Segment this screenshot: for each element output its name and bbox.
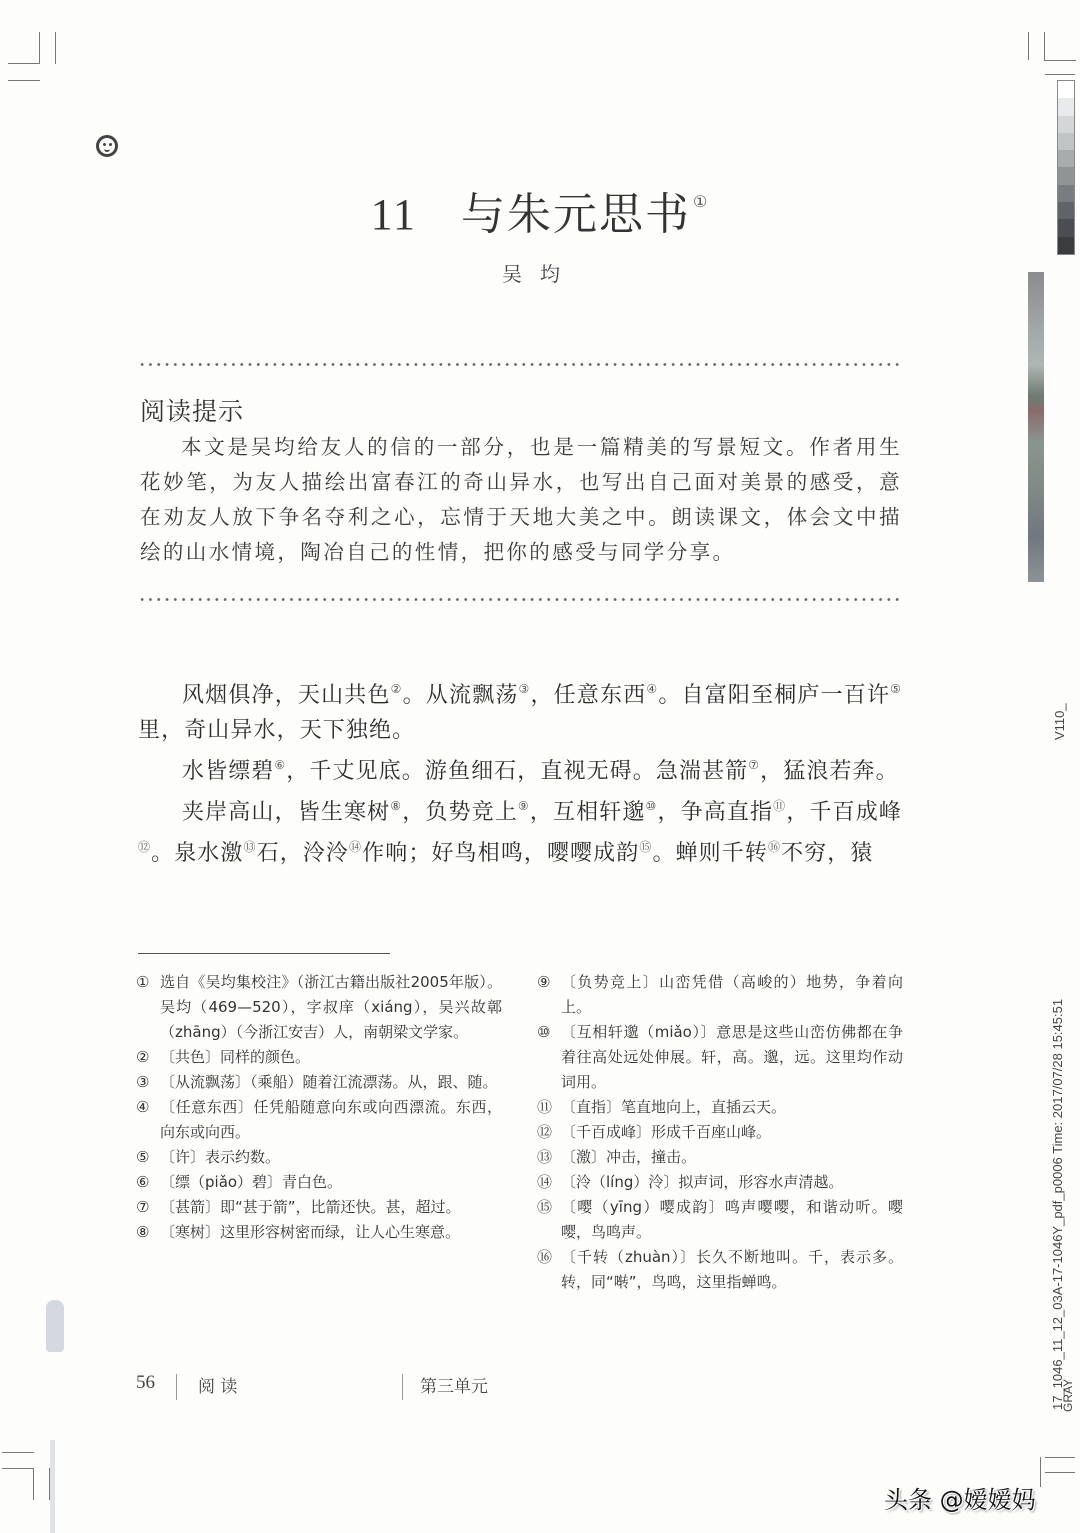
crop-mark — [1040, 1457, 1041, 1487]
footer-divider — [176, 1374, 177, 1400]
text-segment: 。泉水激 — [151, 841, 244, 866]
text-segment: ，猛浪若奔。 — [760, 759, 899, 784]
crop-mark — [1044, 60, 1076, 61]
footnote-text: 〔甚箭〕即“甚于箭”，比箭还快。甚，超过。 — [160, 1198, 461, 1216]
dotted-divider — [138, 363, 902, 366]
footnote-mark: ⑬ — [537, 1148, 553, 1166]
dotted-divider — [138, 598, 902, 601]
reading-hint-heading: 阅读提示 — [140, 397, 245, 426]
footnote-ref: ⑫ — [138, 840, 152, 854]
footnote-mark: ① — [136, 973, 150, 991]
footnote-ref: ⑤ — [890, 682, 903, 696]
crop-mark — [33, 1468, 34, 1500]
footnote-mark: ⑯ — [537, 1248, 553, 1266]
gray-step — [1058, 133, 1074, 150]
main-paragraph — [138, 748, 902, 789]
text-segment: 石，泠泠 — [256, 841, 350, 866]
text-segment: 作响；好鸟相鸣，嘤嘤成韵 — [362, 841, 640, 866]
footnote — [136, 1195, 502, 1220]
side-code: V110_ — [1052, 703, 1067, 740]
footnote-mark: ③ — [136, 1073, 150, 1091]
footnote — [136, 1170, 502, 1195]
text-segment: ，争高直指 — [657, 800, 774, 825]
page-number: 56 — [136, 1372, 155, 1393]
footnote-mark: ⑩ — [537, 1023, 551, 1041]
footnote-text: 〔任意东西〕任凭船随意向东或向西漂流。东西，向东或向西。 — [160, 1098, 502, 1141]
gray-step — [1058, 150, 1074, 167]
crop-mark — [1028, 32, 1029, 60]
footnote-text: 〔从流飘荡〕（乘船）随着江流漂荡。从，跟、随。 — [160, 1073, 498, 1091]
footnotes-left-column — [136, 970, 502, 1245]
footnote-text: 〔千转（zhuàn）〕长久不断地叫。千，表示多。转，同“啭”，鸟鸣，这里指蝉鸣。 — [561, 1248, 903, 1291]
footer-divider — [402, 1374, 403, 1400]
footnote — [136, 1145, 502, 1170]
footnote-text: 〔直指〕笔直地向上，直插云天。 — [561, 1098, 787, 1116]
reading-hint-paragraph: 本文是吴均给友人的信的一部分，也是一篇精美的写景短文。作者用生花妙笔，为友人描绘出富春江的奇山异水，也写出自己面对美景的感受，意在劝友人放下争名夺利之心，忘情于天地大美之中。朗读课文，体会文中描绘的山水情境，陶冶自己的性情，把你的感受与同学分享。 — [140, 435, 902, 564]
text-segment: 。从流飘荡 — [402, 683, 519, 708]
watermark: 头条 @嫒嫒妈 — [884, 1486, 1036, 1514]
lesson-title-text: 与朱元思书 — [461, 189, 692, 240]
footnote-ref: ⑬ — [243, 840, 257, 854]
crop-mark — [55, 32, 56, 64]
crop-mark — [1045, 1457, 1075, 1458]
text-segment: ，负势竞上 — [402, 800, 518, 825]
footnote-text: 〔寒树〕这里形容树密而绿，让人心生寒意。 — [160, 1223, 461, 1241]
crop-mark — [1045, 74, 1075, 75]
scan-smudge — [46, 1300, 64, 1352]
lesson-number: 11 — [370, 190, 418, 239]
footnote-text: 〔嘤（yīng）嘤成韵〕鸣声嘤嘤，和谐动听。嘤嘤，鸟鸣声。 — [561, 1198, 903, 1241]
scan-smudge — [50, 1440, 55, 1533]
author: 吴均 — [502, 262, 578, 286]
gray-step — [1058, 116, 1074, 133]
footnote-text: 〔负势竞上〕山峦凭借（高峻的）地势，争着向上。 — [561, 973, 903, 1016]
footnote-text: 〔许〕表示约数。 — [160, 1148, 281, 1166]
text-segment: 。自富阳至桐庐一百许 — [658, 683, 891, 708]
footnote-mark: ⑪ — [537, 1098, 553, 1116]
footnote — [537, 1020, 903, 1095]
main-text — [138, 672, 902, 871]
footnote-mark: ⑫ — [537, 1123, 553, 1141]
footnote-ref: ⑦ — [748, 758, 761, 772]
footnote-ref: ⑩ — [645, 799, 658, 813]
crop-mark — [1045, 1472, 1075, 1473]
footnote — [537, 1120, 903, 1145]
footnote-ref: ⑪ — [773, 799, 787, 813]
footnote — [537, 970, 903, 1020]
crop-mark — [1044, 32, 1045, 60]
footnote — [136, 1095, 502, 1145]
crop-mark — [2, 1468, 34, 1469]
footnote-ref: ⑭ — [349, 840, 363, 854]
text-segment: 不穷，猿 — [781, 841, 874, 866]
footnote-mark: ⑤ — [136, 1148, 150, 1166]
footer-unit: 第三单元 — [420, 1377, 488, 1397]
footnote-ref: ⑮ — [639, 840, 653, 854]
footnote — [537, 1245, 903, 1295]
text-segment: 里，奇山异水，天下独绝。 — [138, 718, 416, 743]
footnote-ref: ③ — [518, 682, 531, 696]
footnote-mark: ④ — [136, 1098, 150, 1116]
footnote-ref: ④ — [646, 682, 659, 696]
text-segment: 夹岸高山，皆生寒树 — [182, 800, 391, 825]
footnote-mark: ⑦ — [136, 1198, 150, 1216]
footnote — [537, 1095, 903, 1120]
reading-hint-body — [140, 430, 902, 570]
footnote-text: 〔泠（líng）泠〕拟声词，形容水声清越。 — [561, 1173, 844, 1191]
footnote — [537, 1195, 903, 1245]
footnote-mark: ⑮ — [537, 1198, 553, 1216]
title-footnote-ref: ① — [693, 192, 710, 211]
footnote-mark: ⑥ — [136, 1173, 150, 1191]
main-paragraph — [138, 672, 902, 748]
crop-mark — [8, 63, 40, 64]
footnote-text: 〔共色〕同样的颜色。 — [160, 1048, 311, 1066]
footer-section: 阅 读 — [198, 1377, 238, 1397]
text-segment: ，互相轩邈 — [529, 800, 646, 825]
footnote-text: 〔互相轩邈（miǎo）〕意思是这些山峦仿佛都在争着往高处远处伸展。轩，高。邈，远。这里均作动词用。 — [561, 1023, 903, 1091]
text-segment: 水皆缥碧 — [182, 759, 275, 784]
crop-mark — [39, 32, 40, 64]
footnote — [136, 1045, 502, 1070]
footnote — [537, 1170, 903, 1195]
crop-mark — [2, 1452, 34, 1453]
footnote — [136, 970, 502, 1045]
color-calibration-strip — [1028, 272, 1044, 582]
footnote — [537, 1145, 903, 1170]
side-gray-label: GRAY — [1061, 1378, 1075, 1412]
footnote-rule — [138, 953, 390, 954]
footnote-text: 〔缥（piǎo）碧〕青白色。 — [160, 1173, 343, 1191]
text-segment: ，千丈见底。游鱼细石，直视无碍。急湍甚箭 — [286, 759, 749, 784]
footnote-text: 〔千百成峰〕形成千百座山峰。 — [561, 1123, 772, 1141]
footnote — [136, 1220, 502, 1245]
text-segment: ，千百成峰 — [786, 800, 902, 825]
footnote — [136, 1070, 502, 1095]
main-paragraph — [138, 789, 902, 871]
footnotes-right-column — [537, 970, 903, 1295]
text-segment: 风烟俱净，天山共色 — [182, 683, 391, 708]
crop-mark — [8, 80, 40, 81]
text-segment: ，任意东西 — [530, 683, 647, 708]
footnote-mark: ⑭ — [537, 1173, 553, 1191]
footnote-ref: ⑯ — [767, 840, 782, 854]
smiley-icon — [96, 135, 118, 157]
lesson-title — [0, 178, 1080, 242]
text-segment: 。蝉则千转 — [652, 841, 768, 866]
footnote-ref: ⑧ — [390, 799, 403, 813]
footnote-mark: ⑧ — [136, 1223, 150, 1241]
footnote-mark: ② — [136, 1048, 150, 1066]
footnote-text: 〔激〕冲击，撞击。 — [561, 1148, 697, 1166]
footnote-mark: ⑨ — [537, 973, 551, 991]
footnote-ref: ② — [390, 682, 403, 696]
footnote-text: 选自《吴均集校注》（浙江古籍出版社2005年版）。吴均（469—520），字叔庠（xiáng），吴兴故鄣（zhāng）（今浙江安吉）人，南朝梁文学家。 — [160, 973, 502, 1041]
side-print-info: 17_1046_11_12_03A-17-1046Y_pdf_p0006 Time: 2017/07/28 15:45:51 — [1050, 998, 1065, 1410]
footnote-ref: ⑨ — [517, 799, 530, 813]
gray-step — [1058, 98, 1074, 115]
footnote-ref: ⑥ — [274, 758, 287, 772]
gray-step — [1058, 81, 1074, 98]
